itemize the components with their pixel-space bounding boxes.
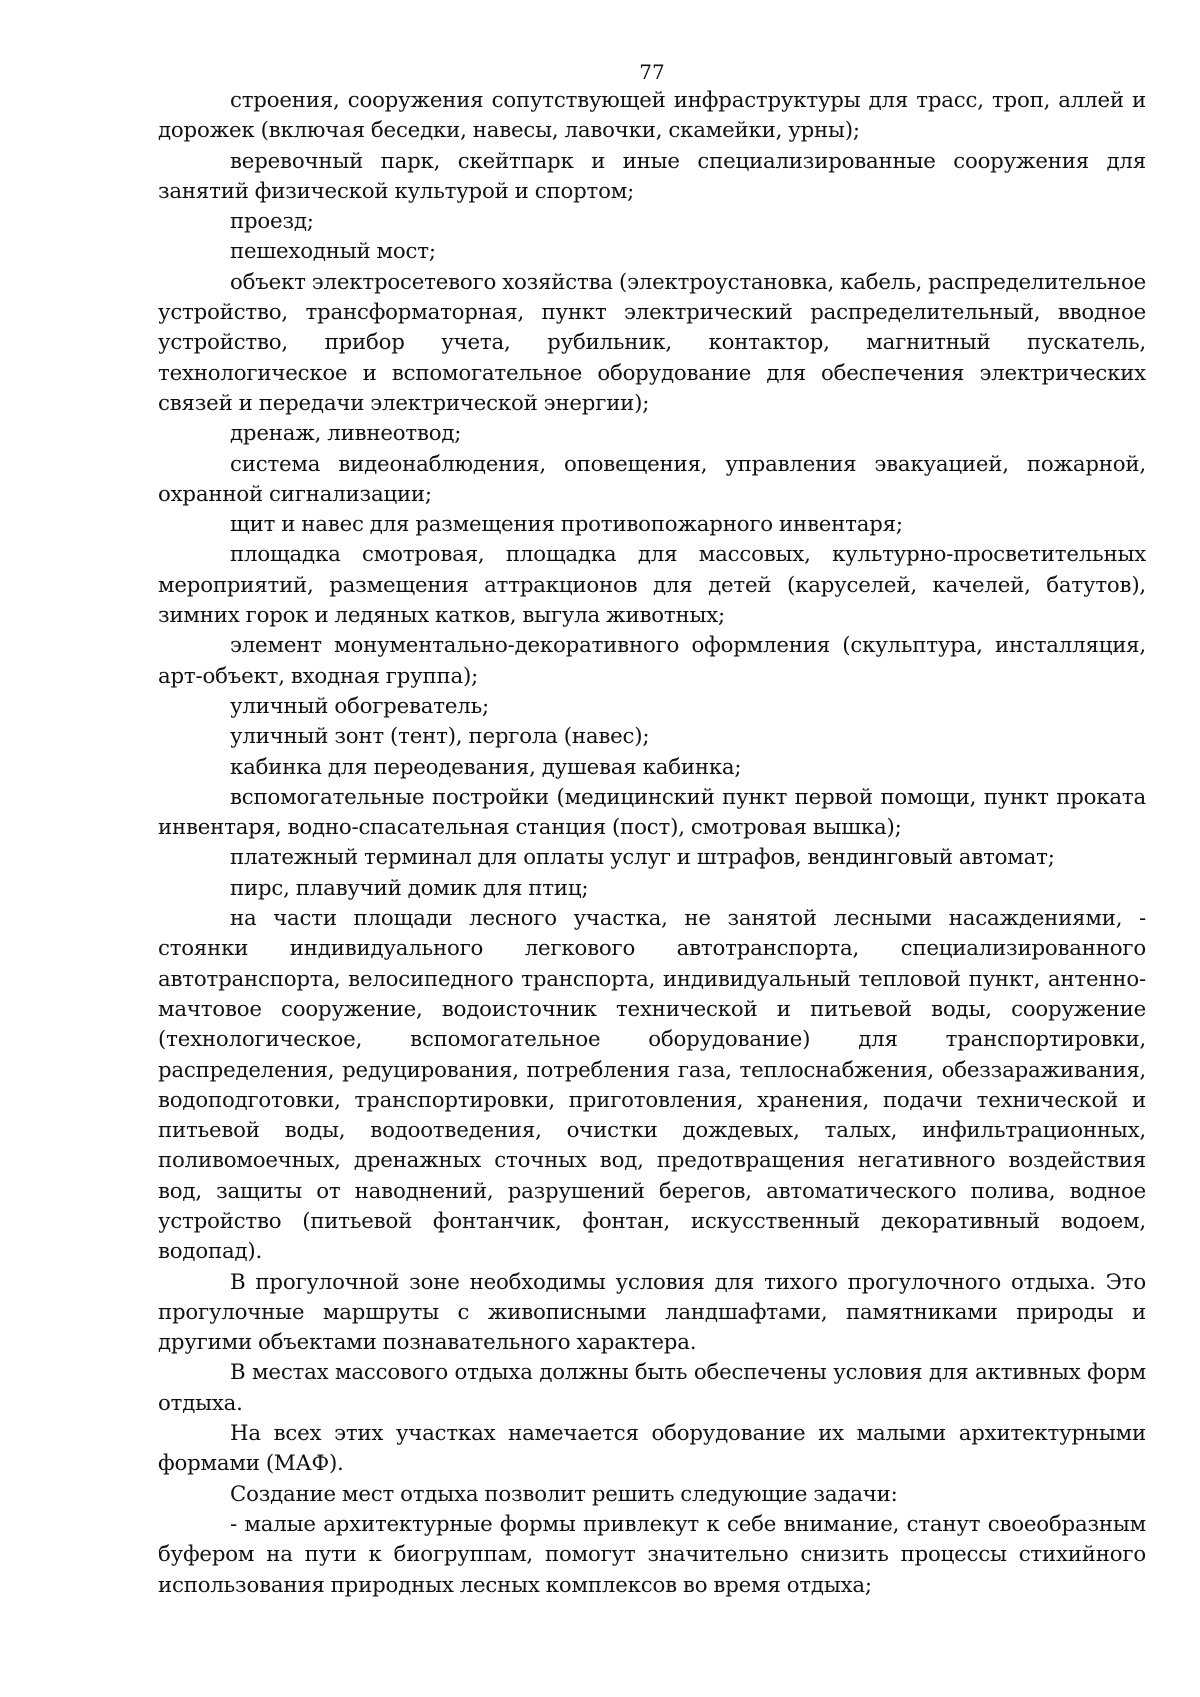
paragraph: кабинка для переодевания, душевая кабинка;: [230, 754, 742, 780]
paragraph: щит и навес для размещения противопожарного инвентаря;: [230, 512, 903, 538]
paragraph: площадка смотровая, площадка для массовых, культурно-просветительных мероприятий, размещения аттракционов для детей (каруселей, качелей, батутов), зимних горок и ледяных катков, выгула животных;: [158, 542, 1146, 629]
paragraph: веревочный парк, скейтпарк и иные специализированные сооружения для занятий физической культурой и спортом;: [158, 148, 1146, 204]
paragraph: В прогулочной зоне необходимы условия для тихого прогулочного отдыха. Это прогулочные маршруты с живописными ландшафтами, памятниками природы и другими объектами познавательного характера.: [158, 1269, 1146, 1356]
paragraph: пирс, плавучий домик для птиц;: [230, 875, 589, 901]
paragraph: объект электросетевого хозяйства (электроустановка, кабель, распределительное устройство, трансформаторная, пункт электрический распределительный, вводное устройство, прибор учета, рубильник, контактор, магнитный пускатель, технологическое и вспомогательное оборудование для обеспечения электрических связей и передачи электрической энергии);: [158, 269, 1146, 416]
paragraph: пешеходный мост;: [230, 239, 436, 265]
document-page: [158, 58, 1146, 1601]
paragraph: вспомогательные постройки (медицинский пункт первой помощи, пункт проката инвентаря, водно-спасательная станция (пост), смотровая вышка);: [158, 784, 1146, 841]
paragraph: Создание мест отдыха позволит решить следующие задачи:: [230, 1481, 898, 1507]
paragraph: элемент монументально-декоративного оформления (скульптура, инсталляция, арт-объект, входная группа);: [158, 633, 1146, 689]
paragraph: уличный обогреватель;: [230, 693, 489, 719]
page-number: 77: [639, 60, 665, 84]
paragraph: На всех этих участках намечается оборудование их малыми архитектурными формами (МАФ).: [158, 1421, 1146, 1477]
paragraph: проезд;: [230, 209, 314, 235]
paragraph: строения, сооружения сопутствующей инфраструктуры для трасс, троп, аллей и дорожек (включая беседки, навесы, лавочки, скамейки, урны);: [158, 88, 1146, 144]
paragraph: платежный терминал для оплаты услуг и штрафов, вендинговый автомат;: [230, 845, 1055, 871]
paragraph: дренаж, ливнеотвод;: [230, 421, 462, 447]
paragraph: В местах массового отдыха должны быть обеспечены условия для активных форм отдыха.: [158, 1360, 1146, 1416]
paragraph: на части площади лесного участка, не занятой лесными насаждениями, - стоянки индивидуального легкового автотранспорта, специализированного автотранспорта, велосипедного транспорта, индивидуальный тепловой пункт, антенно-мачтовое сооружение, водоисточник технической и питьевой воды, сооружение (технологическое, вспомогательное оборудование) для транспортировки, распределения, редуцирования, потребления газа, теплоснабжения, обеззараживания, водоподготовки, транспортировки, приготовления, хранения, подачи технической и питьевой воды, водоотведения, очистки дождевых, талых, инфильтрационных, поливомоечных, дренажных сточных вод, предотвращения негативного воздействия вод, защиты от наводнений, разрушений берегов, автоматического полива, водное устройство (питьевой фонтанчик, фонтан, искусственный декоративный водоем, водопад).: [158, 906, 1146, 1265]
paragraph: уличный зонт (тент), пергола (навес);: [230, 724, 650, 750]
paragraph: - малые архитектурные формы привлекут к себе внимание, станут своеобразным буфером на пути к биогруппам, помогут значительно снизить процессы стихийного использования природных лесных комплексов во время отдыха;: [158, 1511, 1146, 1598]
paragraph: система видеонаблюдения, оповещения, управления эвакуацией, пожарной, охранной сигнализации;: [158, 451, 1146, 507]
body-text: [158, 86, 1146, 1601]
